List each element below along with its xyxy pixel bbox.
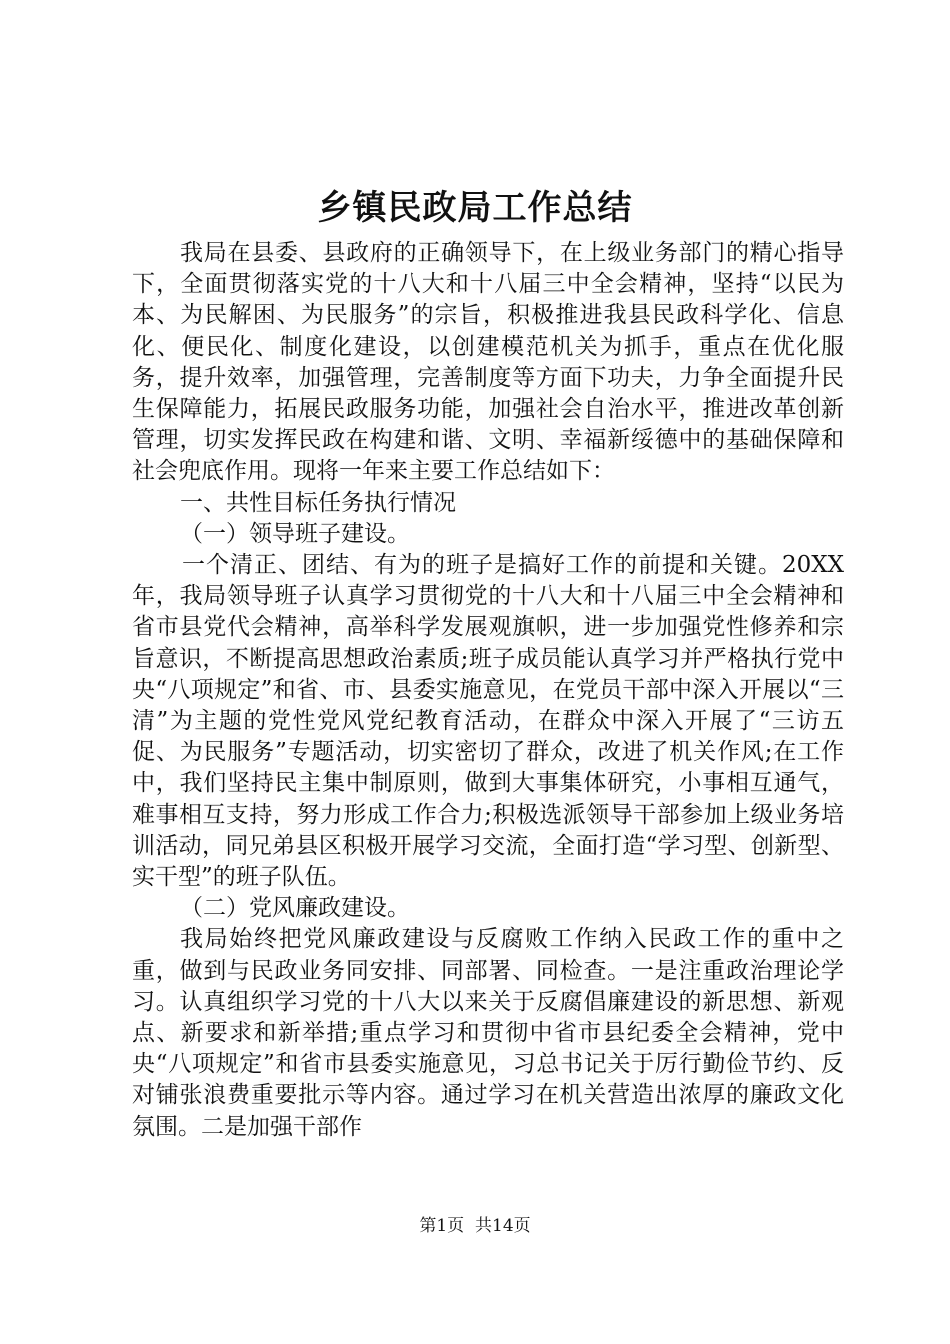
document-body — [132, 238, 844, 1143]
total-pages: 共14页 — [475, 1216, 531, 1236]
footer-gap — [464, 1216, 475, 1236]
leadership-paragraph: 一个清正、团结、有为的班子是搞好工作的前提和关键。20XX年，我局领导班子认真学习贯彻党的十八大和十八届三中全会精神和省市县党代会精神，高举科学发展观旗帜，进一步加强党性修养和宗旨意识，不断提高思想政治素质;班子成员能认真学习并严格执行党中央“八项规定”和省、市、县委实施意见，在党员干部中深入开展以“三清”为主题的党性党风党纪教育活动，在群众中深入开展了“三访五促、为民服务”专题活动，切实密切了群众，改进了机关作风;在工作中，我们坚持民主集中制原则，做到大事集体研究，小事相互通气，难事相互支持，努力形成工作合力;积极选派领导干部参加上级业务培训活动，同兄弟县区积极开展学习交流，全面打造“学习型、创新型、实干型”的班子队伍。 — [132, 552, 844, 891]
intro-paragraph: 我局在县委、县政府的正确领导下，在上级业务部门的精心指导下，全面贯彻落实党的十八大和十八届三中全会精神，坚持“以民为本、为民解困、为民服务”的宗旨，积极推进我县民政科学化、信息化、便民化、制度化建设，以创建模范机关为抓手，重点在优化服务，提升效率，加强管理，完善制度等方面下功夫，力争全面提升民生保障能力，拓展民政服务功能，加强社会自治水平，推进改革创新管理，切实发挥民政在构建和谐、文明、幸福新绥德中的基础保障和社会兜底作用。现将一年来主要工作总结如下： — [132, 240, 844, 485]
page-footer — [0, 1214, 950, 1238]
section-heading-1: 一、共性目标任务执行情况 — [180, 489, 456, 516]
subsection-heading-1: （一）领导班子建设。 — [180, 520, 410, 547]
integrity-paragraph: 我局始终把党风廉政建设与反腐败工作纳入民政工作的重中之重，做到与民政业务同安排、同部署、同检查。一是注重政治理论学习。认真组织学习党的十八大以来关于反腐倡廉建设的新思想、新观点、新要求和新举措;重点学习和贯彻中省市县纪委全会精神，党中央“八项规定”和省市县委实施意见，习总书记关于厉行勤俭节约、反对铺张浪费重要批示等内容。通过学习在机关营造出浓厚的廉政文化氛围。二是加强干部作 — [132, 926, 844, 1140]
document-title: 乡镇民政局工作总结 — [317, 188, 633, 228]
page-number: 第1页 — [419, 1216, 465, 1236]
subsection-heading-2: （二）党风廉政建设。 — [180, 895, 410, 922]
